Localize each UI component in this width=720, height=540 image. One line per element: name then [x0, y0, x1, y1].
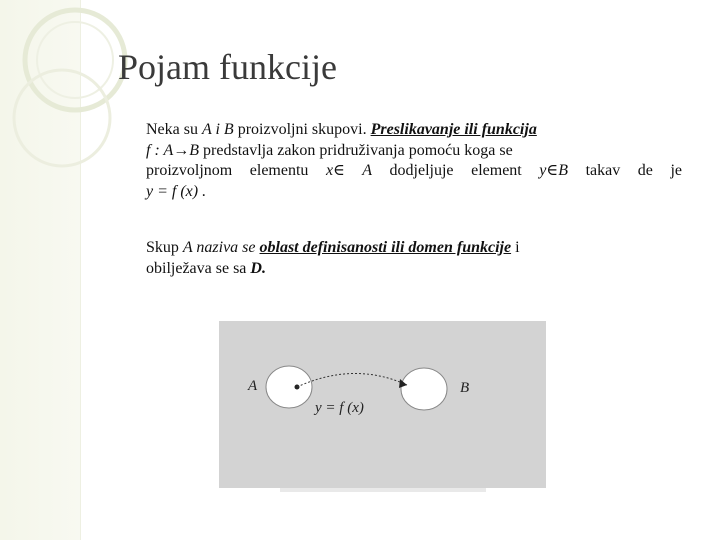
justified-line: proizvoljnom elementu x∈ A dodjeljuje element y∈B takav de je — [146, 162, 682, 179]
set-b-label: B — [460, 380, 470, 396]
function-label: y = f (x) — [315, 400, 364, 416]
term-function: Preslikavanje ili funkcija — [370, 121, 537, 138]
figure-bottom-strip — [280, 488, 486, 492]
definition-paragraph: Neka su A i B proizvoljni skupovi. Preslikavanje ili funkcija f : A→B predstavlja zakon pridruživanja pomoću koga se proizvoljnom elementu x∈ A dodjeljuje element y∈B takav de je y = f (x) . — [146, 121, 682, 200]
page-title: Pojam funkcije — [118, 47, 337, 87]
domain-paragraph: Skup A naziva se oblast definisanosti ili domen funkcije i obilježava se sa D. — [146, 239, 520, 277]
mapping-diagram — [219, 321, 546, 488]
set-a-circle — [266, 366, 312, 408]
set-b-circle — [401, 368, 447, 410]
mapping-arrow — [297, 373, 407, 387]
set-a-label: A — [248, 378, 258, 394]
mapping-diagram-svg — [219, 321, 546, 488]
term-domain: oblast definisanosti ili domen funkcije — [259, 239, 512, 256]
